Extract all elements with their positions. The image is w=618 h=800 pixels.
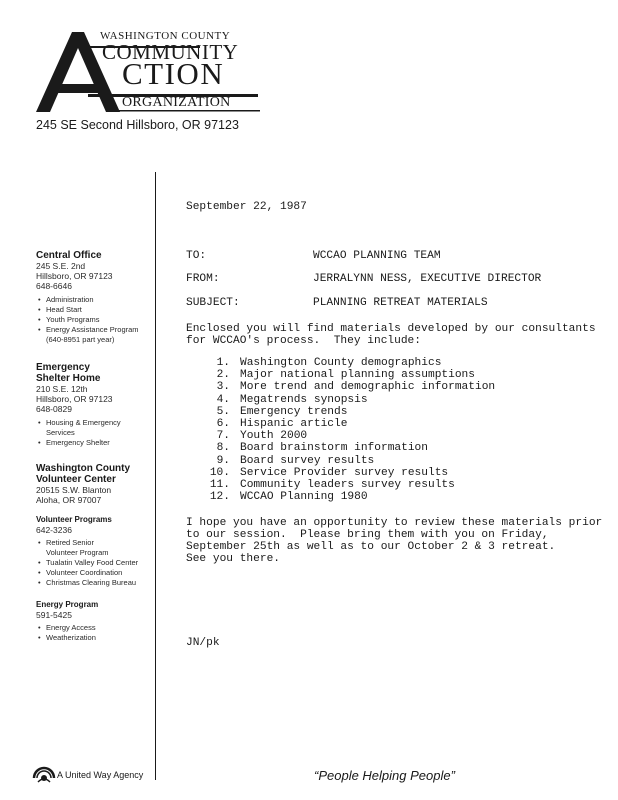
intro-line-1: Enclosed you will find materials developed by our consultants (186, 323, 596, 335)
program-item: • Administration (36, 295, 154, 305)
footer-motto: “People Helping People” (314, 768, 455, 783)
intro-line-2: for WCCAO's process. They include: (186, 335, 421, 347)
program-item: • Head Start (36, 305, 154, 315)
shelter-title-line1: Emergency (36, 362, 90, 373)
program-item-cont: Services (46, 428, 75, 437)
energy-program-list (36, 623, 154, 643)
enclosure-number: 12. (209, 491, 230, 504)
enclosure-text: Megatrends synopsis (240, 393, 368, 406)
program-item (36, 538, 154, 558)
logo-county-text: WASHINGTON COUNTY (100, 30, 231, 42)
logo-action-text: CTION (122, 56, 225, 91)
enclosure-text: Board brainstorm information (240, 442, 428, 455)
enclosure-item (200, 455, 495, 467)
enclosure-number: 6. (216, 418, 230, 431)
enclosure-list (200, 357, 495, 503)
subject-value: PLANNING RETREAT MATERIALS (313, 297, 488, 309)
letterhead-address: 245 SE Second Hillsboro, OR 97123 (36, 118, 239, 132)
united-way-logo-icon (32, 766, 56, 784)
central-office-programs (36, 295, 154, 345)
enclosure-number: 3. (216, 381, 230, 394)
enclosure-text: Youth 2000 (240, 430, 308, 443)
from-label: FROM: (186, 273, 220, 285)
enclosure-number: 10. (209, 466, 230, 479)
volunteer-programs-list (36, 538, 154, 588)
from-value: JERRALYNN NESS, EXECUTIVE DIRECTOR (313, 273, 542, 285)
enclosure-number: 5. (216, 405, 230, 418)
enclosure-text: Major national planning assumptions (240, 369, 475, 382)
shelter-street: 210 S.E. 12th (36, 384, 88, 394)
program-item-note: (640-8951 part year) (46, 335, 115, 344)
enclosure-item (200, 357, 495, 369)
sidebar-energy-program (36, 600, 154, 643)
enclosure-item (200, 442, 495, 454)
to-label: TO: (186, 250, 207, 262)
closing-line-4: See you there. (186, 553, 280, 565)
enclosure-text: More trend and demographic information (240, 381, 496, 394)
closing-line-1: I hope you have an opportunity to review these materials prior (186, 517, 603, 529)
enclosure-item (200, 491, 495, 503)
enclosure-item (200, 406, 495, 418)
shelter-city: Hillsboro, OR 97123 (36, 394, 113, 404)
vertical-divider (155, 172, 156, 780)
enclosure-number: 2. (216, 369, 230, 382)
volunteer-center-street: 20515 S.W. Blanton (36, 485, 112, 495)
program-item: • Tualatin Valley Food Center (36, 558, 154, 568)
sidebar-central-office (36, 250, 154, 345)
program-item: • Weatherization (36, 633, 154, 643)
enclosure-number: 1. (216, 357, 230, 369)
central-office-title: Central Office (36, 250, 102, 261)
enclosure-item (200, 467, 495, 479)
enclosure-item (200, 479, 495, 491)
enclosure-text: WCCAO Planning 1980 (240, 491, 368, 504)
united-way-text: A United Way Agency (57, 770, 144, 780)
program-item-cont: Volunteer Program (46, 548, 109, 557)
enclosure-item (200, 430, 495, 442)
enclosure-item (200, 418, 495, 430)
central-office-phone: 648-6646 (36, 281, 72, 291)
subject-label: SUBJECT: (186, 297, 240, 309)
enclosure-text: Service Provider survey results (240, 466, 449, 479)
shelter-phone: 648-0829 (36, 404, 72, 414)
enclosure-item (200, 394, 495, 406)
volunteer-programs-title: Volunteer Programs (36, 515, 112, 524)
to-value: WCCAO PLANNING TEAM (313, 250, 441, 262)
program-item-label: Retired Senior (46, 538, 94, 547)
logo-organization-text: ORGANIZATION (122, 95, 231, 110)
program-item: • Youth Programs (36, 315, 154, 325)
letter-date: September 22, 1987 (186, 201, 307, 213)
program-item-label: Housing & Emergency (46, 418, 121, 427)
enclosure-number: 11. (209, 479, 230, 492)
enclosure-text: Emergency trends (240, 405, 348, 418)
closing-line-3: September 25th as well as to our October 2 & 3 retreat. (186, 541, 556, 553)
volunteer-center-title-line2: Volunteer Center (36, 474, 116, 485)
program-item: • Volunteer Coordination (36, 568, 154, 578)
energy-program-title: Energy Program (36, 600, 99, 609)
program-item: • Energy Access (36, 623, 154, 633)
closing-line-2: to our session. Please bring them with you on Friday, (186, 529, 549, 541)
shelter-programs (36, 418, 154, 448)
volunteer-center-title-line1: Washington County (36, 463, 131, 474)
energy-program-phone: 591-5425 (36, 610, 72, 620)
enclosure-number: 4. (216, 393, 230, 406)
volunteer-center-city: Aloha, OR 97007 (36, 495, 102, 505)
sidebar-volunteer-center (36, 463, 154, 505)
enclosure-item (200, 369, 495, 381)
enclosure-text: Washington County demographics (240, 357, 442, 369)
volunteer-programs-phone: 642-3236 (36, 525, 72, 535)
logo-community-text: COMMUNITY (102, 40, 239, 64)
program-item (36, 418, 154, 438)
typist-initials: JN/pk (186, 637, 220, 649)
program-item: • Christmas Clearing Bureau (36, 578, 154, 588)
central-office-street: 245 S.E. 2nd (36, 261, 86, 271)
enclosure-number: 7. (216, 430, 230, 443)
central-office-city: Hillsboro, OR 97123 (36, 271, 113, 281)
enclosure-text: Community leaders survey results (240, 479, 455, 492)
enclosure-item (200, 381, 495, 393)
enclosure-text: Board survey results (240, 454, 375, 467)
shelter-title-line2: Shelter Home (36, 373, 101, 384)
enclosure-number: 8. (216, 442, 230, 455)
program-item-label: Energy Assistance Program (46, 325, 139, 334)
program-item: • Emergency Shelter (36, 438, 154, 448)
enclosure-text: Hispanic article (240, 418, 348, 431)
enclosure-number: 9. (216, 454, 230, 467)
sidebar-volunteer-programs (36, 515, 154, 588)
program-item (36, 325, 154, 345)
sidebar-shelter-home (36, 362, 154, 448)
